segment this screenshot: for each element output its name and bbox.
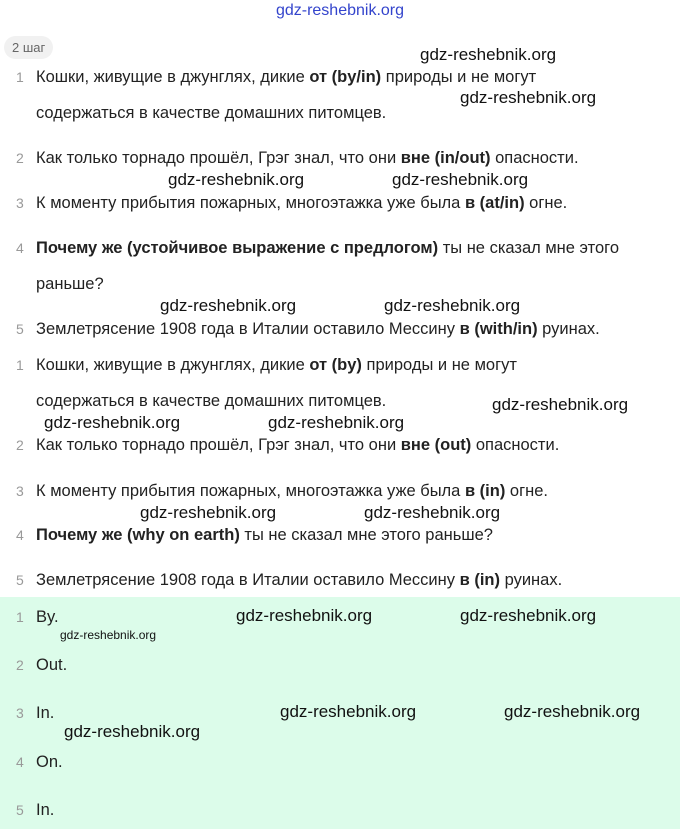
item-number: 4 (16, 527, 24, 543)
answer-text: On. (36, 753, 63, 771)
watermark: gdz-reshebnik.org (44, 413, 181, 432)
item-number: 2 (16, 657, 24, 673)
item-text: Кошки, живущие в джунглях, дикие от (by) природы и не могут содержаться в качестве домашних питомцев. (36, 356, 517, 410)
item-text: Почему же (why on earth) ты не сказал мне этого раньше? (36, 526, 493, 544)
item-text: К моменту прибытия пожарных, многоэтажка уже была в (at/in) огне. (36, 194, 568, 212)
item-text: Кошки, живущие в джунглях, дикие от (by/in) природы и не могут содержаться в качестве домашних питомцев. (36, 68, 537, 122)
watermark: gdz-reshebnik.org (60, 628, 157, 642)
item-number: 1 (16, 609, 24, 625)
item-text: Землетрясение 1908 года в Италии оставило Мессину в (in) руинах. (36, 571, 563, 589)
step-badge: 2 шаг (4, 36, 53, 59)
watermark: gdz-reshebnik.org (460, 606, 597, 625)
watermark: gdz-reshebnik.org (364, 503, 501, 522)
watermark: gdz-reshebnik.org (236, 606, 373, 625)
item-number: 3 (16, 705, 24, 721)
item-text: Как только торнадо прошёл, Грэг знал, что они вне (out) опасности. (36, 436, 560, 454)
item-number: 4 (16, 754, 24, 770)
item-number: 5 (16, 572, 24, 588)
watermark: gdz-reshebnik.org (168, 170, 305, 189)
watermark: gdz-reshebnik.org (420, 45, 557, 64)
item-text: Как только торнадо прошёл, Грэг знал, что они вне (in/out) опасности. (36, 149, 579, 167)
answer-text: In. (36, 704, 55, 722)
watermark: gdz-reshebnik.org (64, 722, 201, 741)
item-number: 1 (16, 357, 24, 373)
item-number: 3 (16, 195, 24, 211)
header-watermark: gdz-reshebnik.org (275, 2, 405, 19)
watermark: gdz-reshebnik.org (384, 296, 521, 315)
item-text: К моменту прибытия пожарных, многоэтажка уже была в (in) огне. (36, 482, 548, 500)
item-text: Почему же (устойчивое выражение с предлогом) ты не сказал мне этого раньше? (36, 239, 619, 293)
watermark: gdz-reshebnik.org (160, 296, 297, 315)
item-number: 2 (16, 437, 24, 453)
watermark: gdz-reshebnik.org (492, 395, 629, 414)
item-number: 3 (16, 483, 24, 499)
answer-text: By. (36, 608, 59, 626)
watermark: gdz-reshebnik.org (504, 702, 641, 721)
item-number: 2 (16, 150, 24, 166)
answer-text: Out. (36, 656, 68, 674)
watermark: gdz-reshebnik.org (460, 88, 597, 107)
item-text: Землетрясение 1908 года в Италии оставило Мессину в (with/in) руинах. (36, 320, 600, 338)
answer-text: In. (36, 801, 55, 819)
item-number: 5 (16, 321, 24, 337)
watermark: gdz-reshebnik.org (392, 170, 529, 189)
watermark: gdz-reshebnik.org (140, 503, 277, 522)
item-number: 1 (16, 69, 24, 85)
item-number: 5 (16, 802, 24, 818)
watermark: gdz-reshebnik.org (268, 413, 405, 432)
item-number: 4 (16, 240, 24, 256)
watermark: gdz-reshebnik.org (280, 702, 417, 721)
